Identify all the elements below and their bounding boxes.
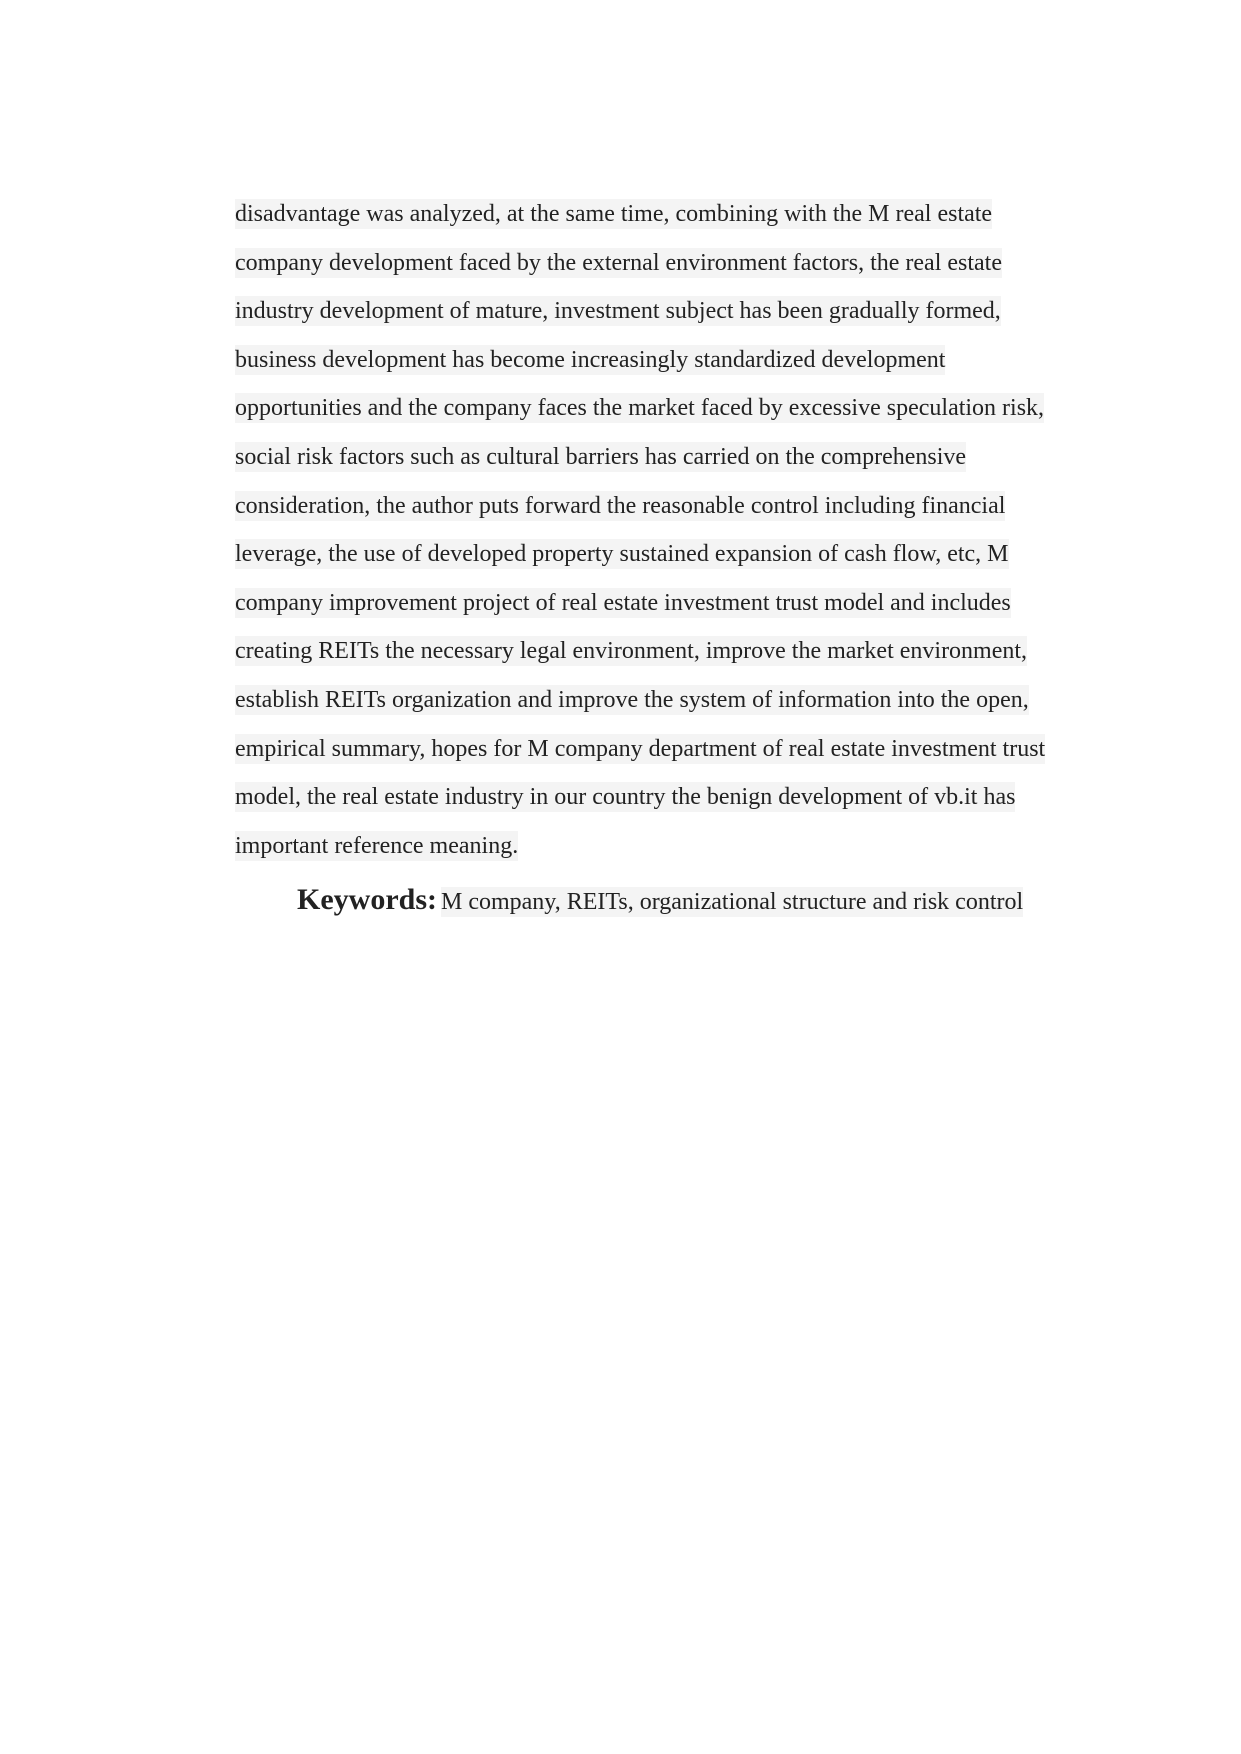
abstract-line: industry development of mature, investment subject has been gradually formed, [235,298,1001,325]
abstract-line: disadvantage was analyzed, at the same time, combining with the M real estate [235,201,993,227]
abstract-line: company improvement project of real estate investment trust model and includes [235,589,1011,616]
abstract-body [235,190,1095,870]
abstract-line: company development faced by the external environment factors, the real estate [235,249,1003,276]
abstract-line: social risk factors such as cultural barriers has carried on the comprehensive [235,443,967,470]
abstract-line: creating REITs the necessary legal environment, improve the market environment, [235,638,1028,665]
abstract-line: important reference meaning. [235,832,519,859]
abstract-line: leverage, the use of developed property sustained expansion of cash flow, etc, M [235,541,1009,568]
abstract-line: model, the real estate industry in our country the benign development of vb.it has [235,784,1016,811]
abstract-line: opportunities and the company faces the market faced by excessive speculation risk, [235,395,1045,422]
abstract-line: empirical summary, hopes for M company department of real estate investment trust [235,735,1046,762]
keywords-label: Keywords: [297,883,437,916]
abstract-line: business development has become increasingly standardized development [235,346,946,373]
abstract-line: establish REITs organization and improve the system of information into the open, [235,686,1029,713]
keywords-paragraph [297,876,1023,929]
keywords-value: M company, REITs, organizational structure and risk control [440,889,1024,915]
abstract-line: consideration, the author puts forward the reasonable control including financial [235,492,1006,519]
